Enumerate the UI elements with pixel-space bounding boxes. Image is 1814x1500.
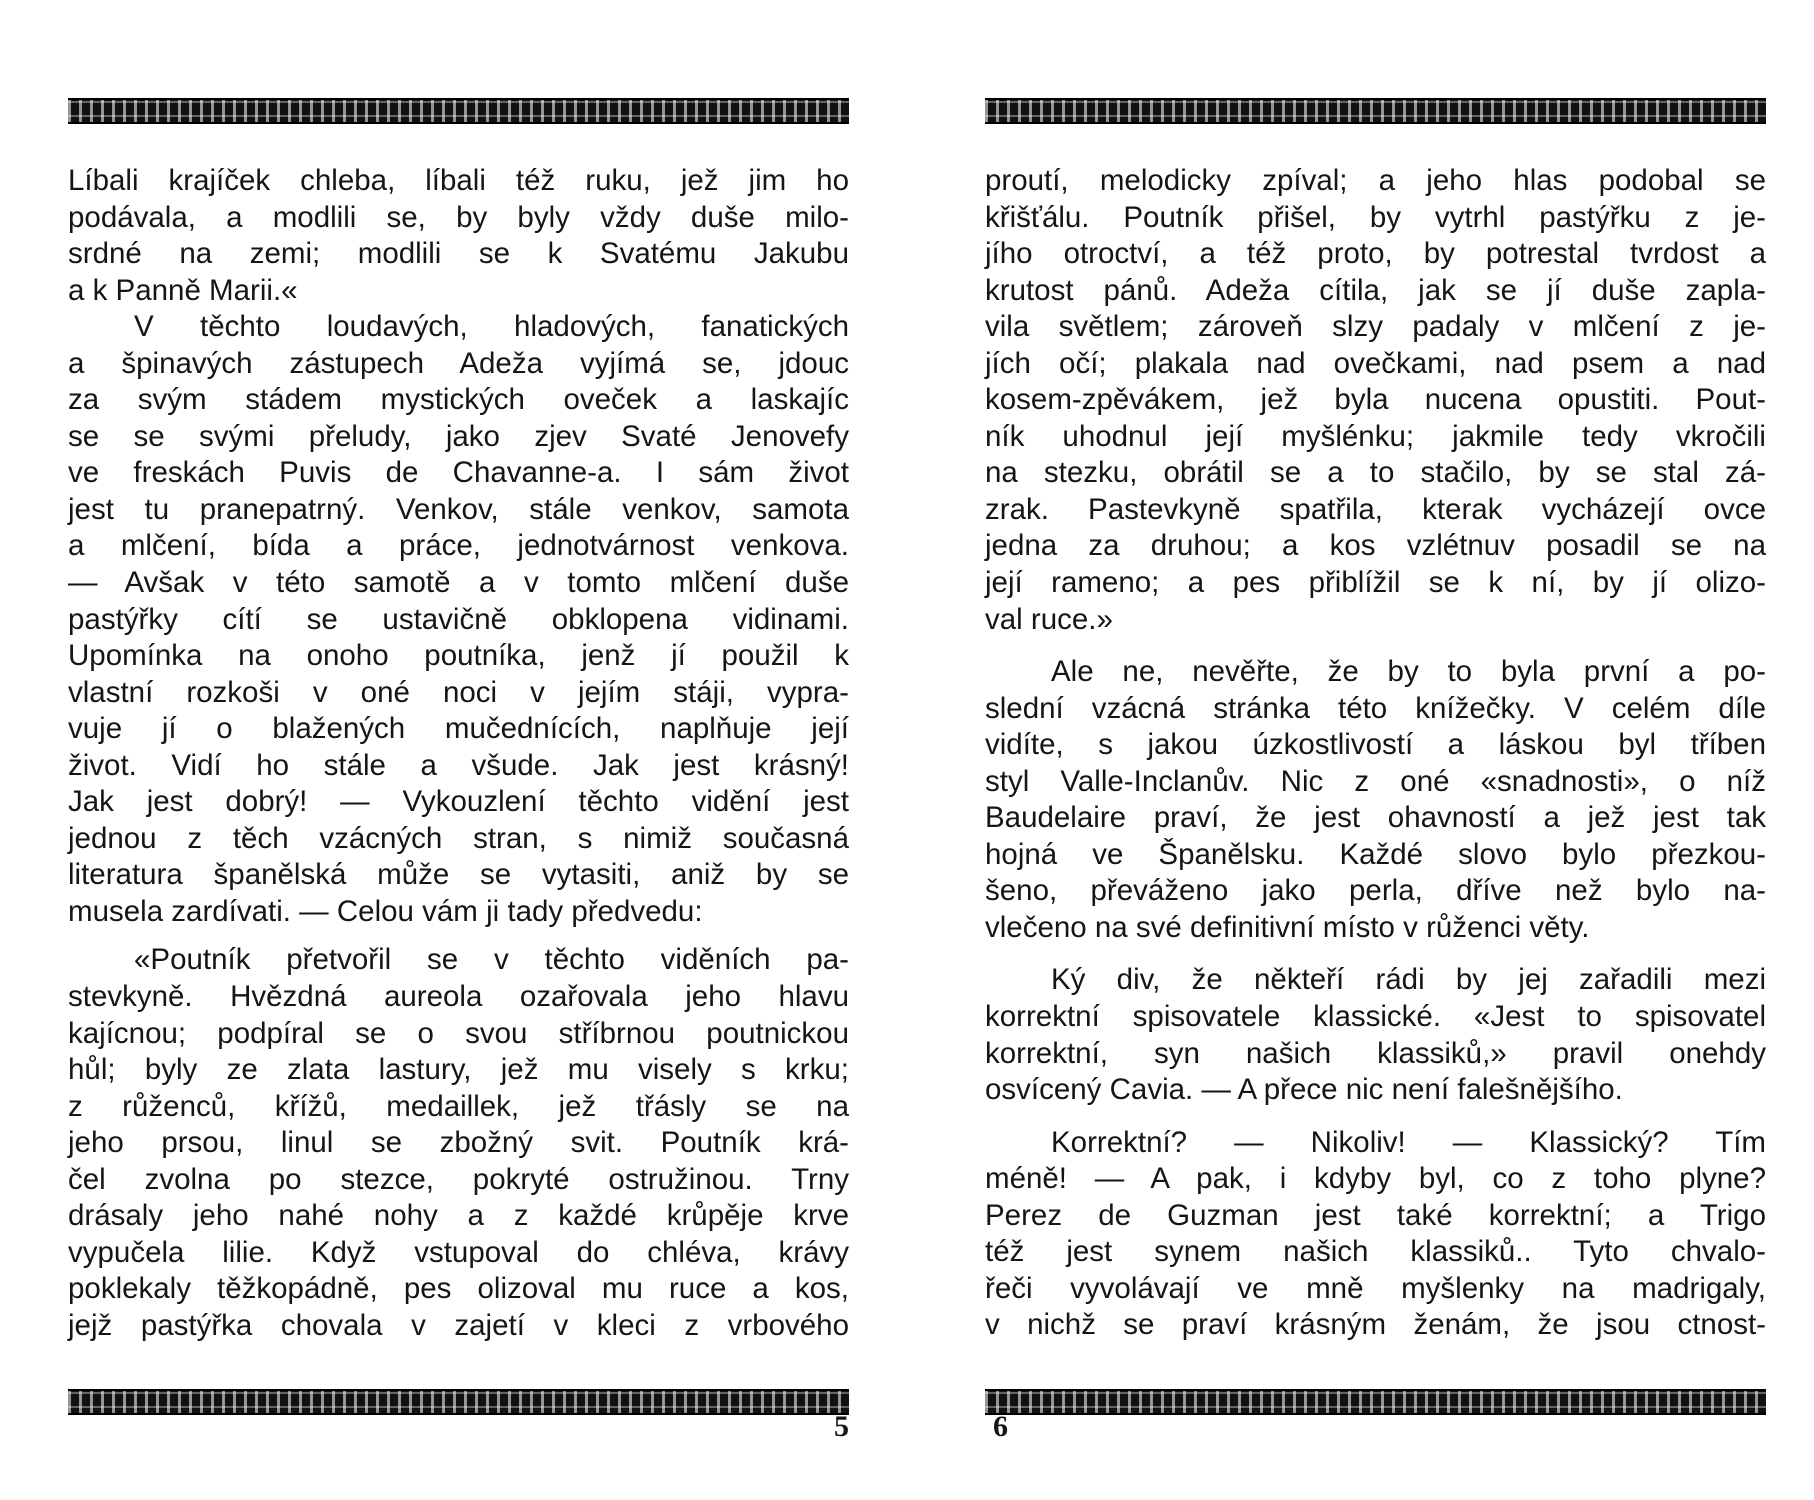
text-line: jednou z těch vzácných stran, s nimiž současná	[68, 821, 849, 855]
text-line: vidíte, s jakou úzkostlivostí a láskou byl tříben	[985, 728, 1766, 762]
text-line: Ale ne, nevěřte, že by to byla první a po-	[1051, 655, 1766, 689]
left-page-text	[68, 163, 849, 1345]
text-line: hůl; byly ze zlata lastury, jež mu visely s krku;	[68, 1053, 849, 1087]
text-line: val ruce.»	[985, 602, 1113, 636]
text-line: její rameno; a pes přiblížil se k ní, by jí olizo-	[985, 566, 1766, 600]
text-line: stevkyně. Hvězdná aureola ozařovala jeho hlavu	[68, 980, 849, 1014]
text-line: a špinavých zástupech Adeža vyjímá se, jdouc	[68, 346, 849, 380]
paragraph-gap	[68, 930, 849, 942]
text-line: čel zvolna po stezce, pokryté ostružinou. Trny	[68, 1162, 849, 1196]
text-line: Jak jest dobrý! — Vykouzlení těchto vidění jest	[68, 785, 849, 819]
text-line: kajícnou; podpíral se o svou stříbrnou poutnickou	[68, 1016, 849, 1050]
paragraph-gap	[985, 1109, 1766, 1125]
right-page-text	[985, 163, 1766, 1344]
text-line: vlečeno na své definitivní místo v růženci věty.	[985, 910, 1590, 944]
text-line: styl Valle-Inclanův. Nic z oné «snadnosti», o níž	[985, 764, 1766, 798]
text-line: jedna za druhou; a kos vzlétnuv posadil se na	[985, 529, 1766, 563]
text-line: méně! — A pak, i kdyby byl, co z toho plyne?	[985, 1162, 1766, 1196]
text-line: slední vzácná stránka této knížečky. V celém díle	[985, 691, 1766, 725]
text-line: vypučela lilie. Když vstupoval do chléva, krávy	[68, 1235, 849, 1269]
text-line: jích očí; plakala nad ovečkami, nad psem a nad	[985, 346, 1766, 380]
text-line: Korrektní? — Nikoliv! — Klassický? Tím	[1051, 1125, 1766, 1159]
left-page	[68, 0, 849, 1500]
text-line: zrak. Pastevkyně spatřila, kterak vycházejí ovce	[985, 492, 1766, 526]
text-line: za svým stádem mystických oveček a laskajíc	[68, 383, 849, 417]
text-line: z růženců, křížů, medaillek, jež třásly se na	[68, 1089, 849, 1123]
text-line: vila světlem; zároveň slzy padaly v mlčení z je-	[985, 310, 1766, 344]
text-line: musela zardívati. — Celou vám ji tady předvedu:	[68, 894, 703, 928]
text-line: jeho prsou, linul se zbožný svit. Poutník krá-	[68, 1126, 849, 1160]
text-line: poklekaly těžkopádně, pes olizoval mu ruce a kos,	[68, 1272, 849, 1306]
text-line: ník uhodnul její myšlénku; jakmile tedy vkročili	[985, 419, 1766, 453]
text-line: a mlčení, bída a práce, jednotvárnost venkova.	[68, 529, 849, 563]
text-line: proutí, melodicky zpíval; a jeho hlas podobal se	[985, 164, 1766, 197]
text-line: korrektní, syn našich klassiků,» pravil onehdy	[985, 1036, 1766, 1070]
text-line: pastýřky cítí se ustavičně obklopena vidinami.	[68, 602, 849, 636]
text-line: Upomínka na onoho poutníka, jenž jí použil k	[68, 639, 849, 673]
text-line: ve freskách Puvis de Chavanne-a. I sám život	[68, 456, 849, 490]
text-line: Perez de Guzman jest také korrektní; a Trigo	[985, 1198, 1766, 1232]
text-line: řeči vyvolávají ve mně myšlenky na madrigaly,	[985, 1271, 1766, 1305]
text-line: hojná ve Španělsku. Každé slovo bylo přezkou-	[985, 837, 1766, 871]
text-line: se se svými přeludy, jako zjev Svaté Jenovefy	[68, 419, 849, 453]
page-number: 5	[834, 1410, 849, 1443]
text-line: jejž pastýřka chovala v zajetí v kleci z vrbového	[68, 1308, 849, 1342]
text-line: krutost pánů. Adeža cítila, jak se jí duše zapla-	[985, 273, 1766, 307]
text-line: jest tu pranepatrný. Venkov, stále venkov, samota	[68, 492, 849, 526]
text-line: «Poutník přetvořil se v těchto viděních pa-	[134, 943, 849, 977]
text-line: V těchto loudavých, hladových, fanatických	[134, 310, 849, 344]
paragraph-gap	[985, 946, 1766, 962]
text-line: v nichž se praví krásným ženám, že jsou ctnost-	[985, 1308, 1766, 1342]
page-number: 6	[993, 1410, 1008, 1443]
text-line: život. Vidí ho stále a všude. Jak jest krásný!	[68, 748, 849, 782]
text-line: drásaly jeho nahé nohy a z každé krůpěje krve	[68, 1199, 849, 1233]
text-line: na stezku, obrátil se a to stačilo, by se stal zá-	[985, 456, 1766, 490]
paragraph-gap	[985, 638, 1766, 654]
text-line: kosem-zpěvákem, jež byla nucena opustiti. Pout-	[985, 383, 1766, 417]
text-line: literatura španělská může se vytasiti, aniž by se	[68, 858, 849, 892]
top-ornament-border	[68, 98, 849, 124]
text-line: šeno, převáženo jako perla, dříve než bylo na-	[985, 874, 1766, 908]
text-line: podávala, a modlili se, by byly vždy duše milo-	[68, 200, 849, 234]
text-line: srdné na zemi; modlili se k Svatému Jakubu	[68, 237, 849, 271]
text-line: osvícený Cavia. — A přece nic není falešnějšího.	[985, 1073, 1623, 1107]
text-line: vuje jí o blažených mučednících, naplňuje její	[68, 712, 849, 746]
text-line: korrektní spisovatele klassické. «Jest to spisovatel	[985, 1000, 1766, 1034]
bottom-ornament-border	[985, 1389, 1766, 1415]
right-page	[985, 0, 1766, 1500]
top-ornament-border	[985, 98, 1766, 124]
text-line: Líbali krajíček chleba, líbali též ruku, jež jim ho	[68, 164, 849, 197]
text-line: Baudelaire praví, že jest ohavností a jež jest tak	[985, 801, 1766, 835]
text-line: též jest synem našich klassiků.. Tyto chvalo-	[985, 1235, 1766, 1269]
text-line: a k Panně Marii.«	[68, 273, 298, 307]
text-line: jího otroctví, a též proto, by potrestal tvrdost a	[985, 237, 1766, 271]
text-line: — Avšak v této samotě a v tomto mlčení duše	[68, 566, 849, 600]
text-line: vlastní rozkoši v oné noci v jejím stáji, vypra-	[68, 675, 849, 709]
bottom-ornament-border	[68, 1389, 849, 1415]
text-line: Ký div, že někteří rádi by jej zařadili mezi	[1051, 963, 1766, 997]
text-line: křišťálu. Poutník přišel, by vytrhl pastýřku z je-	[985, 200, 1766, 234]
